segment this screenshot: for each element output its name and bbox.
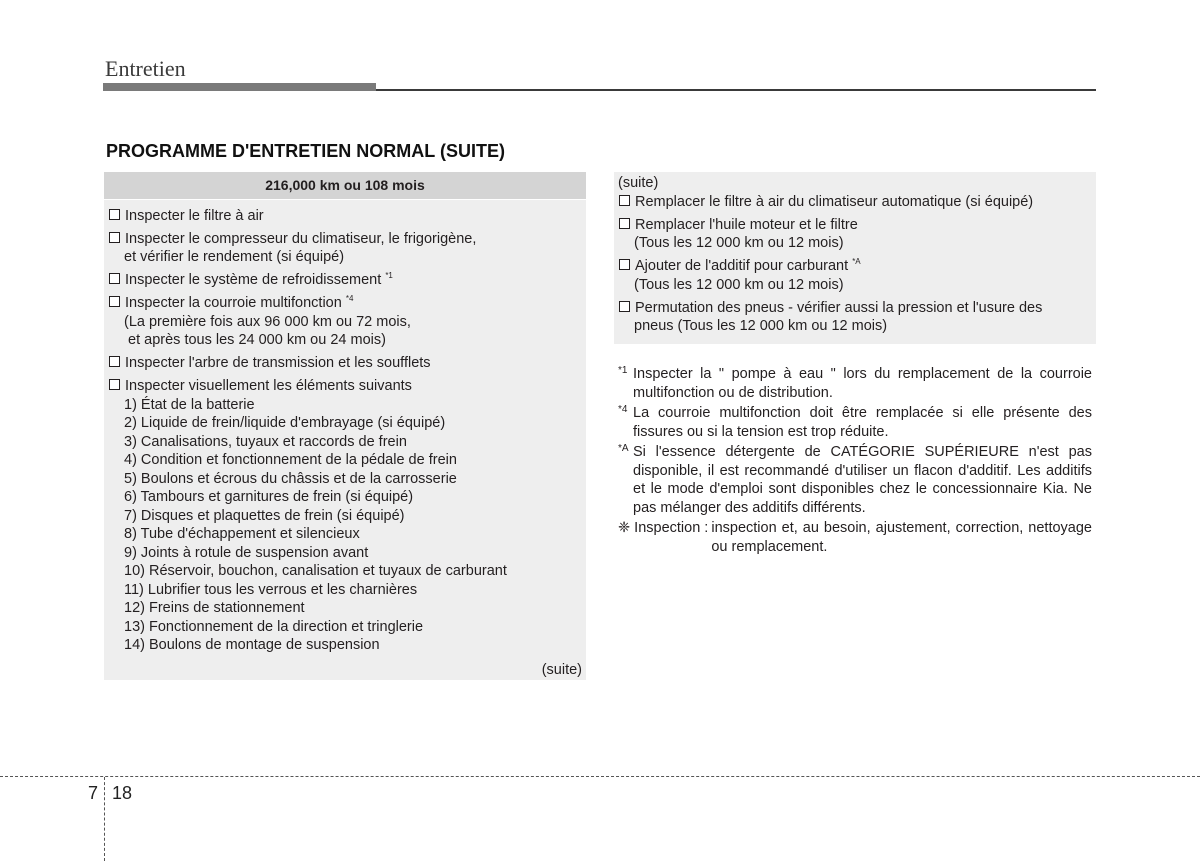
item-text: Inspecter l'arbre de transmission et les soufflets bbox=[125, 355, 431, 371]
list-item bbox=[614, 257, 1096, 294]
checkbox-square-icon bbox=[109, 273, 120, 284]
sub-item: 4) Condition et fonctionnement de la pédale de frein bbox=[124, 452, 457, 468]
sub-item: 3) Canalisations, tuyaux et raccords de frein bbox=[124, 433, 407, 450]
checkbox-square-icon bbox=[109, 379, 120, 390]
item-text: Inspecter le système de refroidissement bbox=[125, 272, 382, 288]
sub-item: 7) Disques et plaquettes de frein (si équipé) bbox=[124, 507, 405, 524]
sub-item: 1) État de la batterie bbox=[124, 396, 255, 413]
sub-item: 12) Freins de stationnement bbox=[124, 600, 305, 616]
inspection-note bbox=[618, 519, 1092, 556]
footnote-text: Inspecter la " pompe à eau " lors du remplacement de la courroie multifonction ou de distribution. bbox=[633, 366, 1092, 401]
section-title: PROGRAMME D'ENTRETIEN NORMAL (SUITE) bbox=[106, 141, 505, 161]
checkbox-square-icon bbox=[109, 209, 120, 220]
footer-vertical-dashed-rule bbox=[104, 777, 105, 861]
suite-label: (suite) bbox=[541, 662, 582, 678]
list-item bbox=[614, 216, 1096, 253]
header-rule-thick bbox=[103, 83, 376, 91]
item-text: Inspecter le compresseur du climatiseur, le frigorigène, bbox=[125, 230, 477, 247]
checkbox-square-icon bbox=[619, 259, 630, 270]
checkbox-square-icon bbox=[109, 356, 120, 367]
list-item bbox=[104, 271, 586, 290]
footnote bbox=[618, 404, 1092, 441]
footnote-text: Si l'essence détergente de CATÉGORIE SUPÉRIEURE n'est pas disponible, il est recommandé d'utiliser un flacon d'additif. Les additifs et le mode d'emploi sont disponibles chez le concessionnaire Kia. Ne pas mélanger des additifs différents. bbox=[633, 444, 1092, 516]
list-item bbox=[104, 294, 586, 350]
footnote-mark: *1 bbox=[618, 365, 628, 376]
sub-item: 13) Fonctionnement de la direction et tringlerie bbox=[124, 618, 424, 635]
header-rule-thin bbox=[376, 89, 1096, 91]
item-text: Inspecter la courroie multifonction bbox=[125, 295, 342, 311]
item-text-cont: et après tous les 24 000 km ou 24 mois) bbox=[124, 332, 386, 348]
checkbox-square-icon bbox=[619, 195, 630, 206]
sub-item: 14) Boulons de montage de suspension bbox=[124, 637, 380, 653]
footnote-mark: *4 bbox=[618, 404, 628, 415]
footnote bbox=[618, 365, 1092, 402]
item-text-cont: (Tous les 12 000 km ou 12 mois) bbox=[634, 276, 844, 293]
checkbox-square-icon bbox=[109, 296, 120, 307]
header-title: Entretien bbox=[105, 56, 186, 81]
chapter-number: 7 bbox=[88, 783, 99, 803]
maintenance-table-right bbox=[614, 172, 1096, 344]
list-item bbox=[614, 299, 1096, 336]
page-number: 18 bbox=[112, 783, 133, 803]
suite-label: (suite) bbox=[618, 175, 659, 191]
table-heading: 216,000 km ou 108 mois bbox=[104, 172, 586, 200]
list-item bbox=[104, 207, 586, 226]
footnotes bbox=[618, 365, 1092, 556]
item-text: Permutation des pneus - vérifier aussi la pression et l'usure des bbox=[635, 299, 1043, 316]
sub-item: 9) Joints à rotule de suspension avant bbox=[124, 544, 369, 561]
sub-item: 2) Liquide de frein/liquide d'embrayage (si équipé) bbox=[124, 415, 446, 431]
table-body bbox=[104, 200, 586, 655]
footer-dashed-rule bbox=[0, 776, 1200, 777]
footnote-text: La courroie multifonction doit être remplacée si elle présente des fissures ou si la tension est trop réduite. bbox=[633, 405, 1092, 440]
item-text-cont: et vérifier le rendement (si équipé) bbox=[124, 249, 345, 265]
maintenance-table-left bbox=[104, 172, 586, 680]
sub-item: 5) Boulons et écrous du châssis et de la carrosserie bbox=[124, 470, 457, 487]
inspection-text: inspection et, au besoin, ajustement, correction, nettoyage ou remplacement. bbox=[711, 520, 1092, 555]
item-text-cont: pneus (Tous les 12 000 km ou 12 mois) bbox=[634, 318, 888, 334]
item-text-cont: (Tous les 12 000 km ou 12 mois) bbox=[634, 235, 844, 251]
checkbox-square-icon bbox=[619, 218, 630, 229]
footnote bbox=[618, 443, 1092, 517]
sub-item: 10) Réservoir, bouchon, canalisation et tuyaux de carburant bbox=[124, 563, 507, 579]
footnote-mark: *A bbox=[618, 443, 629, 454]
inspection-label: ❈ Inspection : bbox=[618, 520, 709, 536]
footnote-ref: *1 bbox=[385, 271, 393, 280]
sub-item: 6) Tambours et garnitures de frein (si équipé) bbox=[124, 489, 414, 505]
list-item bbox=[104, 230, 586, 267]
item-text-cont: (La première fois aux 96 000 km ou 72 mois, bbox=[124, 313, 411, 330]
item-text: Inspecter le filtre à air bbox=[125, 207, 264, 224]
checkbox-square-icon bbox=[619, 301, 630, 312]
item-text: Inspecter visuellement les éléments suivants bbox=[125, 378, 412, 394]
list-item bbox=[104, 354, 586, 373]
sub-item: 8) Tube d'échappement et silencieux bbox=[124, 526, 360, 542]
footnote-ref: *4 bbox=[345, 294, 354, 303]
checkbox-square-icon bbox=[109, 232, 120, 243]
item-text: Remplacer le filtre à air du climatiseur automatique (si équipé) bbox=[635, 193, 1034, 210]
item-text: Ajouter de l'additif pour carburant bbox=[635, 258, 849, 274]
list-item bbox=[104, 377, 586, 655]
sub-item: 11) Lubrifier tous les verrous et les charnières bbox=[124, 581, 418, 598]
footnote-ref: *A bbox=[852, 257, 861, 266]
list-item bbox=[614, 193, 1096, 212]
item-text: Remplacer l'huile moteur et le filtre bbox=[635, 216, 858, 233]
